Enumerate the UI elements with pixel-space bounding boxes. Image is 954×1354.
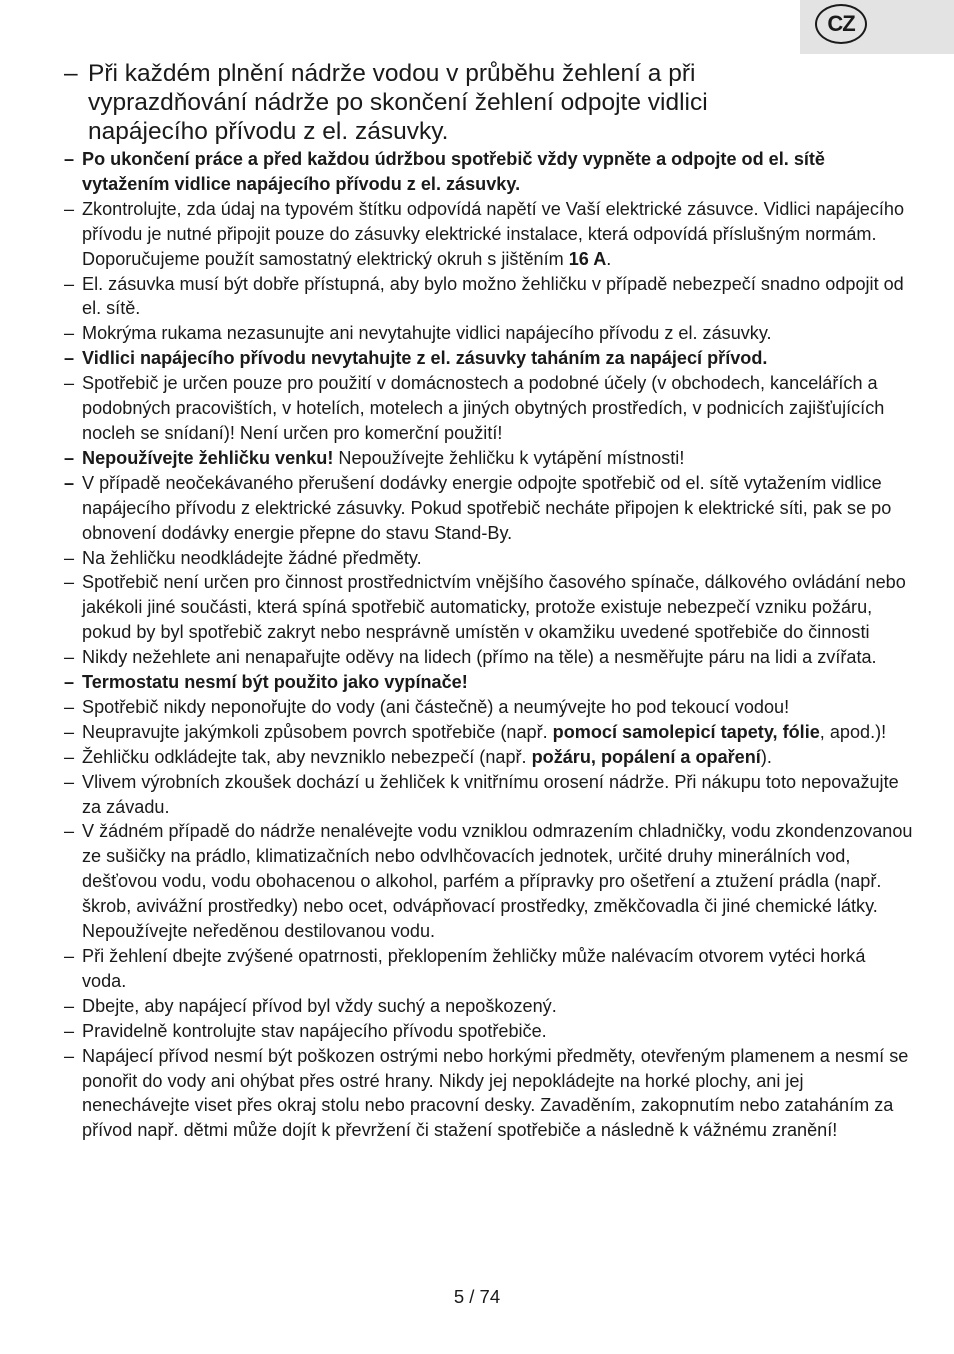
bullet-dash: –	[64, 373, 75, 394]
item-text-run: Spotřebič nikdy neponořujte do vody (ani částečně) a neumývejte ho pod tekoucí vodou!	[82, 696, 790, 717]
bullet-dash: –	[64, 547, 75, 568]
safety-instructions-list	[64, 147, 914, 1143]
item-text-run: Zkontrolujte, zda údaj na typovém štítku odpovídá napětí ve Vaší elektrické zásuvce. Vidlici napájecího přívodu je nutné připojit pouze do zásuvky elektrické instalace, která odpovídá příslušným normám. Doporučujeme použít samostatný elektrický okruh s jištěním	[82, 198, 905, 269]
list-item	[64, 994, 914, 1019]
item-text	[82, 448, 684, 468]
list-item	[64, 321, 914, 346]
item-text-run: V žádném případě do nádrže nenalévejte vodu vzniklou odmrazením chladničky, vodu zkondenzovanou ze sušičky na prádlo, klimatizačních nebo odvlhčovacích jednotek, určité druhy minerálních vod, dešťovou vodu, vodu obohacenou o alkohol, parfém a přípravky pro ošetření a ztužení prádla (např. škrob, avivážní prostředky) nebo ocet, odvápňovací prostředky, změkčovadla či jiné chemické látky. Nepoužívejte neředěnou destilovanou vodu.	[82, 821, 913, 942]
bullet-dash: –	[64, 821, 75, 842]
bullet-dash: –	[64, 946, 75, 966]
item-text	[82, 473, 891, 543]
item-text-run: Mokrýma rukama nezasunujte ani nevytahujte vidlici napájecího přívodu z el. zásuvky.	[82, 323, 772, 344]
item-text-bold: pomocí samolepicí tapety, fólie	[552, 721, 820, 742]
bullet-dash: –	[64, 672, 75, 693]
item-text-bold: Vidlici napájecího přívodu nevytahujte z el. zásuvky taháním za napájecí přívod.	[82, 348, 768, 369]
list-item	[64, 1044, 914, 1144]
item-text-run: Vlivem výrobních zkoušek dochází u žehliček k vnitřnímu orosení nádrže. Při nákupu toto nepovažujte za závadu.	[82, 771, 899, 817]
item-text	[82, 199, 904, 269]
list-item	[64, 546, 914, 571]
item-text-run: Nepoužívejte žehličku k vytápění místnosti!	[333, 447, 685, 468]
bullet-dash: –	[64, 572, 75, 593]
item-text-run: Spotřebič není určen pro činnost prostřednictvím vnějšího časového spínače, dálkového ovládání nebo jakékoli jiné součásti, která spíná spotřebič automaticky, protože existuje nebezpečí vzniku požáru, pokud by byl spotřebič zakryt nebo nesprávně umístěn v okamžiku uvedené spotřebiče do činnosti	[82, 572, 906, 643]
list-item	[64, 944, 914, 994]
item-text-bold: 16 A	[568, 248, 607, 269]
item-text-run: Spotřebič je určen pouze pro použití v domácnostech a podobné účely (v obchodech, kancelářích a podobných pracovištích, v hotelích, motelech a jiných obytných prostředích, v podnicích zajišťujících nocleh se snídaní)! Není určen pro komerční použití!	[82, 373, 885, 443]
item-text	[82, 348, 767, 368]
language-badge: CZ	[815, 4, 867, 44]
item-text-bold: Nepoužívejte žehličku venku!	[82, 447, 334, 468]
item-text	[82, 747, 772, 767]
intro-dash: –	[64, 60, 78, 87]
bullet-dash: –	[64, 746, 75, 767]
item-text-bold: Po ukončení práce a před každou údržbou spotřebič vždy vypněte a odpojte od el. sítě vytažením vidlice napájecího přívodu z el. zásuvky.	[82, 149, 825, 194]
bullet-dash: –	[64, 1020, 75, 1041]
item-text	[82, 1046, 908, 1141]
list-item	[64, 819, 914, 944]
language-tab	[800, 0, 954, 54]
item-text	[82, 572, 906, 642]
bullet-dash: –	[64, 198, 75, 219]
item-text	[82, 697, 789, 717]
bullet-dash: –	[64, 472, 75, 493]
item-text	[82, 946, 865, 991]
item-text-run: El. zásuvka musí být dobře přístupná, aby bylo možno žehličku v případě nebezpečí snadno odpojit od el. sítě.	[82, 273, 904, 319]
item-text	[82, 821, 912, 941]
item-text-run: Neupravujte jakýmkoli způsobem povrch spotřebiče (např.	[82, 721, 553, 742]
list-item	[64, 197, 914, 272]
list-item	[64, 371, 914, 446]
bullet-dash: –	[64, 1045, 75, 1066]
bullet-dash: –	[64, 323, 75, 344]
item-text	[82, 1021, 547, 1041]
item-text	[82, 672, 468, 692]
list-item	[64, 346, 914, 371]
bullet-dash: –	[64, 447, 75, 468]
bullet-dash: –	[64, 771, 75, 792]
item-text	[82, 149, 825, 194]
item-text-run: Dbejte, aby napájecí přívod byl vždy suchý a nepoškozený.	[82, 995, 557, 1016]
item-text-run: Pravidelně kontrolujte stav napájecího přívodu spotřebiče.	[82, 1020, 547, 1041]
page-number: 5 / 74	[453, 1286, 501, 1307]
bullet-dash: –	[64, 647, 75, 668]
list-item	[64, 770, 914, 820]
list-item	[64, 720, 914, 745]
item-text-run: Na žehličku neodkládejte žádné předměty.	[82, 547, 422, 568]
list-item	[64, 695, 914, 720]
item-text	[82, 722, 886, 742]
bullet-dash: –	[64, 149, 75, 169]
bullet-dash: –	[64, 721, 75, 742]
item-text	[82, 274, 904, 319]
list-item	[64, 272, 914, 322]
list-item	[64, 670, 914, 695]
item-text-run: ).	[760, 746, 772, 767]
list-item	[64, 446, 914, 471]
list-item	[64, 570, 914, 645]
item-text-run: Při žehlení dbejte zvýšené opatrnosti, překlopením žehličky může nalévacím otvorem vytéci horká voda.	[82, 946, 866, 991]
item-text-run: .	[606, 248, 612, 269]
list-item	[64, 1019, 914, 1044]
item-text	[82, 647, 877, 667]
item-text-bold: Termostatu nesmí být použito jako vypínače!	[82, 672, 468, 693]
item-text	[82, 548, 422, 568]
item-text	[82, 323, 772, 343]
list-item	[64, 147, 914, 197]
bullet-dash: –	[64, 273, 75, 294]
bullet-dash: –	[64, 348, 75, 369]
item-text	[82, 772, 899, 817]
item-text-run: Žehličku odkládejte tak, aby nevzniklo nebezpečí (např.	[82, 746, 532, 767]
bullet-dash: –	[64, 995, 75, 1016]
item-text-run: Napájecí přívod nesmí být poškozen ostrými nebo horkými předměty, otevřeným plamenem a nesmí se ponořit do vody ani ohýbat přes ostré hrany. Nikdy jej nepokládejte na horké plochy, ani jej nenechávejte viset přes okraj stolu nebo pracovní desky. Zavaděním, zakopnutím nebo zataháním za přívod např. dětmi může dojít k převržení či stažení spotřebiče a následně k vážnému zranění!	[82, 1045, 909, 1141]
intro-text: Při každém plnění nádrže vodou v průběhu žehlení a při vyprazdňování nádrže po skončení žehlení odpojte vidlici napájecího přívodu z el. zásuvky.	[88, 60, 708, 145]
list-item	[64, 745, 914, 770]
item-text-run: , apod.)!	[819, 721, 887, 742]
intro-paragraph	[64, 59, 804, 146]
item-text-run: Nikdy nežehlete ani nenapařujte oděvy na lidech (přímo na těle) a nesměřujte páru na lidi a zvířata.	[82, 647, 877, 668]
bullet-dash: –	[64, 696, 75, 717]
list-item	[64, 471, 914, 546]
item-text-run: V případě neočekávaného přerušení dodávky energie odpojte spotřebič od el. sítě vytažením vidlice napájecího přívodu z elektrické zásuvky. Pokud spotřebič necháte připojen k elektrické síti, pak se po obnovení dodávky energie přepne do stavu Stand-By.	[82, 472, 892, 543]
item-text-bold: požáru, popálení a opaření	[531, 746, 761, 767]
item-text	[82, 373, 884, 443]
item-text	[82, 996, 557, 1016]
list-item	[64, 645, 914, 670]
